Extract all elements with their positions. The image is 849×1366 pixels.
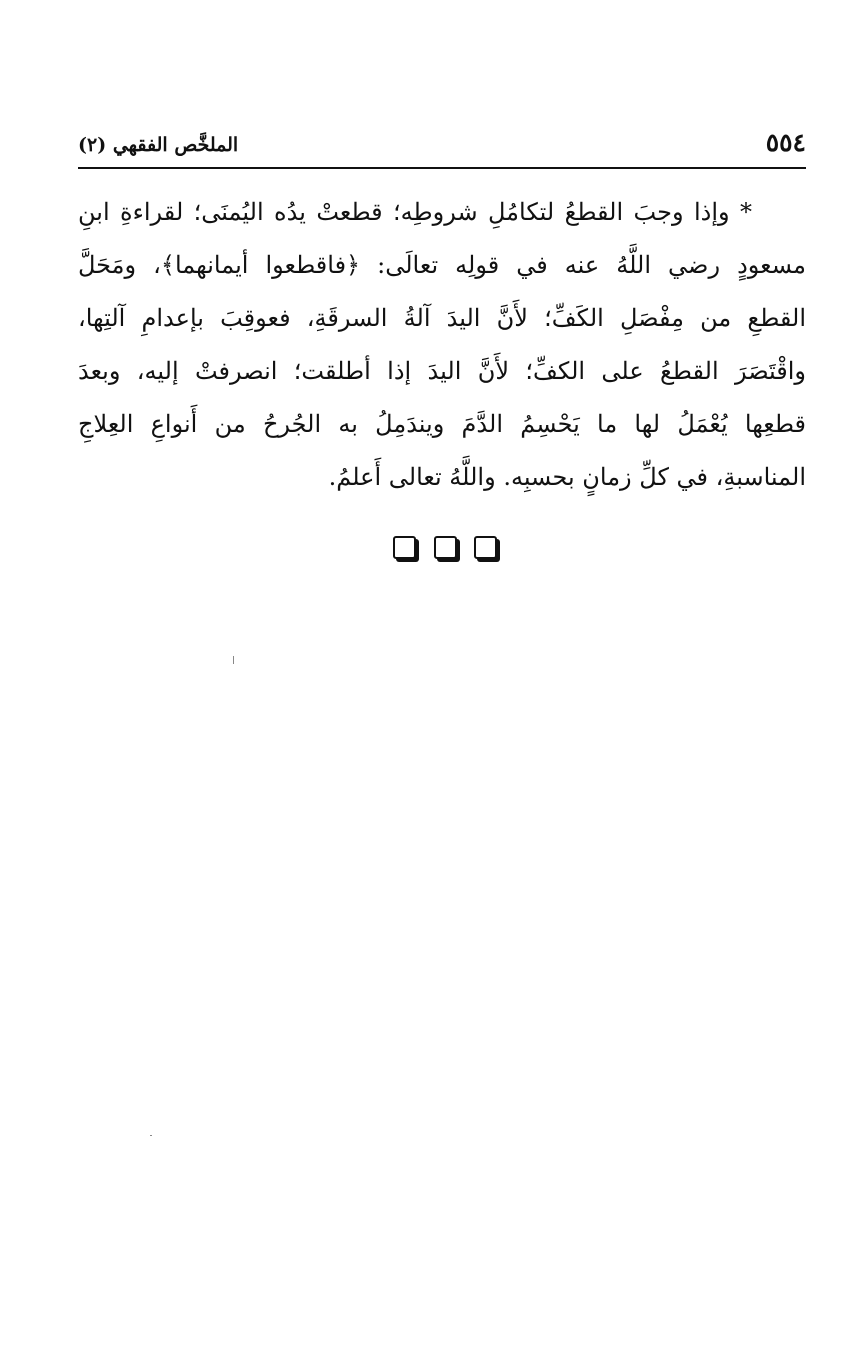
header-rule <box>78 167 806 169</box>
ornament-box-icon <box>434 536 457 559</box>
text-line: قطعِها يُعْمَلُ لها ما يَحْسِمُ الدَّمَ ويندَمِلُ به الجُرحُ من أَنواعِ العِلاجِ <box>78 410 806 438</box>
text-line: واقْتَصَرَ القطعُ على الكفِّ؛ لأَنَّ اليدَ إذا أطلقت؛ انصرفتْ إليه، وبعدَ <box>78 357 806 385</box>
scan-speck <box>233 656 234 664</box>
text-line: * وإذا وجبَ القطعُ لتكامُلِ شروطِه؛ قطعتْ يدُه اليُمنَى؛ لقراءةِ ابنِ <box>78 198 752 226</box>
page-number: ٥٥٤ <box>765 128 806 157</box>
text-line: المناسبةِ، في كلِّ زمانٍ بحسبِه. واللَّهُ تعالى أَعلمُ. <box>328 463 806 491</box>
ornament-box-icon <box>393 536 416 559</box>
running-title: الملخَّص الفقهي (٢) <box>78 134 239 156</box>
scan-speck <box>150 1135 152 1136</box>
page-header <box>78 126 806 168</box>
text-line: القطعِ من مِفْصَلِ الكَفِّ؛ لأَنَّ اليدَ آلةُ السرقَةِ، فعوقِبَ بإعدامِ آلتِها، <box>78 304 806 332</box>
body-paragraph <box>78 186 806 504</box>
section-end-ornament <box>393 536 497 566</box>
ornament-box-icon <box>474 536 497 559</box>
text-line: مسعودٍ رضي اللَّهُ عنه في قولِه تعالَى: ﴿فاقطعوا أيمانهما﴾، ومَحَلَّ <box>78 251 806 279</box>
